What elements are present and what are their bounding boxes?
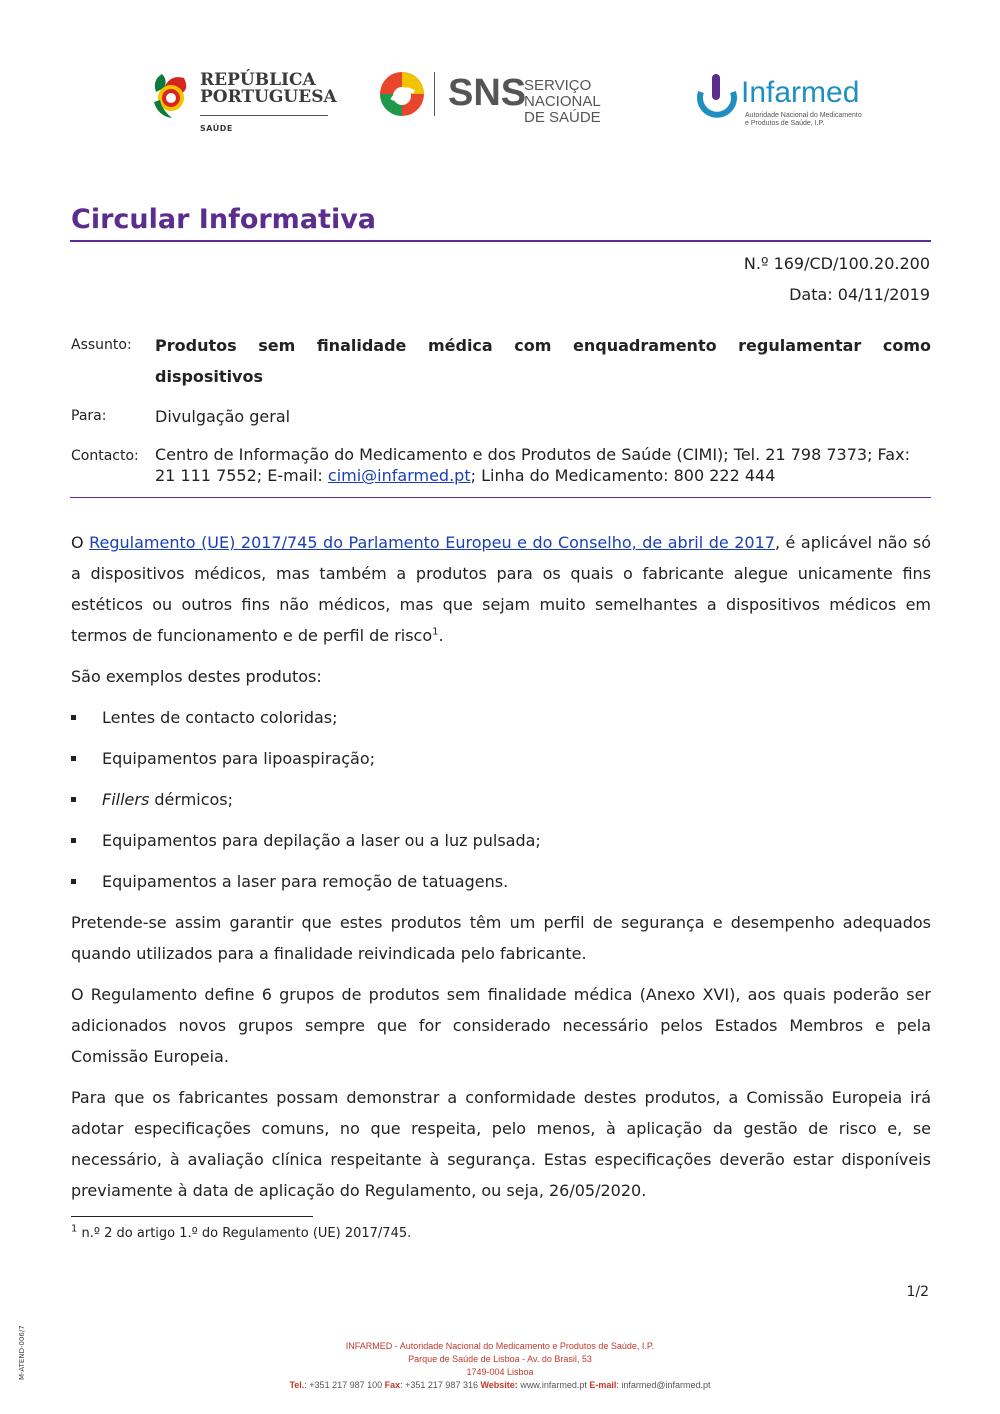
list-item: Equipamentos para lipoaspiração; [71, 743, 931, 774]
paragraph-specifications: Para que os fabricantes possam demonstrar a conformidade destes produtos, a Comissão Europeia irá adotar especificações comuns, no que respeita, pelo menos, à aplicação da gestão de risco e, se necessário, à avaliação clínica respeitante à segurança. Estas especificações deverão estar disponíveis previamente à data de aplicação do Regulamento, ou seja, 26/05/2020. [71, 1088, 931, 1200]
subject-label: Assunto: [71, 337, 132, 353]
contact-text: Centro de Informação do Medicamento e dos Produtos de Saúde (CIMI); Tel. 21 798 7373; Fax: 21 111 7552; E-mail: [155, 445, 910, 485]
sns-logo [378, 70, 658, 126]
sns-divider [434, 72, 435, 116]
examples-list [71, 702, 931, 897]
footer-address: Parque de Saúde de Lisboa - Av. do Brasil, 53 [408, 1354, 592, 1364]
page-number: 1/2 [906, 1284, 929, 1300]
infarmed-sub2: e Produtos de Saúde, I.P. [745, 120, 825, 127]
header-logos [0, 70, 1000, 140]
footer-org: INFARMED - Autoridade Nacional do Medicamento e Produtos de Saúde, I.P. [345, 1341, 655, 1351]
paragraph-regulation: O Regulamento (UE) 2017/745 do Parlamento Europeu e do Conselho, de abril de 2017, é aplicável não só a dispositivos médicos, mas também a produtos para os quais o fabricante alegue unicamente fins estéticos ou outros fins não médicos, mas que sejam muito semelhantes a dispositivos médicos em termos de funcionamento e de perfil de risco$^1$. [71, 533, 932, 645]
paragraph-groups: O Regulamento define 6 grupos de produtos sem finalidade médica (Anexo XVI), aos quais poderão ser adicionados novos grupos sempre que for considerado necessário pelos Estados Membros e pela Comissão Europeia. [71, 985, 931, 1066]
circular-number: N.º 169/CD/100.20.200 [743, 254, 930, 273]
footer-postal: 1749-004 Lisboa [466, 1367, 534, 1377]
sns-line2: DE SAÚDE [524, 109, 601, 126]
meta-divider [70, 497, 931, 498]
circular-date: Data: 04/11/2019 [789, 285, 930, 304]
list-item: Fillers dérmicos; [71, 784, 931, 815]
republica-saude: SAÚDE [200, 124, 233, 133]
paragraph-purpose: Pretende-se assim garantir que estes produtos têm um perfil de segurança e desempenho adequados quando utilizados para a finalidade reivindicada pelo fabricante. [71, 913, 931, 963]
republica-line2: PORTUGUESA [200, 87, 337, 107]
sns-line1: SERVIÇO NACIONAL [524, 77, 601, 110]
bullet-icon [71, 838, 76, 843]
recipients-label: Para: [71, 408, 107, 424]
infarmed-emblem-icon [695, 74, 739, 118]
bullet-icon [71, 879, 76, 884]
footnote: $^1$ n.º 2 do artigo 1.º do Regulamento (UE) 2017/745. [71, 1223, 412, 1241]
bullet-icon [71, 756, 76, 761]
footer-website[interactable]: www.infarmed.pt [517, 1380, 590, 1390]
republica-portuguesa-logo [150, 72, 340, 136]
document-title: Circular Informativa [71, 204, 377, 235]
regulation-link[interactable]: Regulamento (UE) 2017/745 do Parlamento Europeu e do Conselho, de abril de 2017 [89, 533, 775, 552]
list-item: Equipamentos a laser para remoção de tatuagens. [71, 866, 931, 897]
footnote-divider [71, 1216, 313, 1217]
contact-email-link[interactable]: cimi@infarmed.pt [327, 466, 471, 485]
infarmed-name: Infarmed [741, 76, 860, 109]
subject-text: Produtos sem finalidade médica com enquadramento regulamentar como dispositivos [155, 336, 931, 386]
bullet-icon [71, 797, 76, 802]
recipients-text: Divulgação geral [155, 407, 291, 426]
document-body [71, 527, 931, 1216]
infarmed-logo [695, 72, 885, 132]
republica-line1: REPÚBLICA [200, 70, 316, 90]
portugal-emblem-icon [150, 72, 192, 120]
republica-divider [200, 115, 328, 116]
form-code: M-ATEND-006/7 [18, 1325, 26, 1380]
infarmed-sub1: Autoridade Nacional do Medicamento [745, 112, 862, 119]
bullet-icon [71, 715, 76, 720]
title-divider [70, 240, 931, 242]
contact-hotline: ; Linha do Medicamento: 800 222 444 [470, 466, 776, 485]
sns-acronym: SNS [448, 72, 527, 114]
list-item: Lentes de contacto coloridas; [71, 702, 931, 733]
contact-label: Contacto: [71, 448, 139, 464]
footer-contacts: Tel.: +351 217 987 100 Fax: +351 217 987 316 Website: www.infarmed.pt E-mail: infarmed@infarmed.pt [289, 1380, 711, 1390]
footer-email[interactable]: : infarmed@infarmed.pt [616, 1380, 711, 1390]
list-item: Equipamentos para depilação a laser ou a luz pulsada; [71, 825, 931, 856]
sns-emblem-icon [378, 70, 426, 118]
paragraph-examples-intro: São exemplos destes produtos: [71, 667, 322, 686]
footnote-ref: 1 [432, 626, 439, 638]
